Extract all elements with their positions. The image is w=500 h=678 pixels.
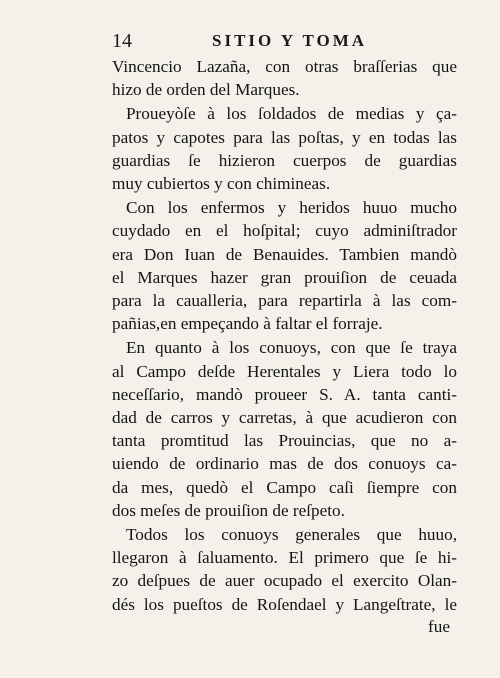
text-line: hizo de orden del Marques.	[112, 80, 300, 100]
text-line: dad de carros y carretas, à que acudieron con	[112, 408, 457, 428]
text-line: uiendo de ordinario mas de dos conuoys ca-	[112, 454, 457, 474]
text-line: zo deſpues de auer ocupado el exercito Olan-	[112, 571, 457, 591]
running-title: SITIO Y TOMA	[212, 31, 368, 50]
page-number: 14	[112, 30, 132, 52]
body-text	[112, 55, 457, 617]
text-line: Con los enfermos y heridos huuo mucho	[126, 198, 457, 218]
text-line: tanta promtitud las Prouincias, que no a-	[112, 431, 457, 451]
text-line: da mes, quedò el Campo caſi ſiempre con	[112, 477, 457, 497]
text-line: Vincencio Lazaña, con otras braſſerias que	[112, 57, 457, 76]
text-line: muy cubiertos y con chimineas.	[112, 174, 331, 194]
text-line: Todos los conuoys generales que huuo,	[126, 525, 457, 545]
page-header	[112, 30, 452, 58]
paragraph-1	[112, 55, 457, 101]
paragraph-2	[112, 102, 457, 195]
text-line: patos y capotes para las poſtas, y en todas las	[112, 127, 457, 147]
paragraph-3	[112, 196, 457, 335]
text-line: llegaron à ſaluamento. El primero que ſe hi-	[112, 548, 457, 568]
text-line: dos meſes de prouiſion de reſpeto.	[112, 500, 345, 520]
text-line: neceſſario, mandò proueer S. A. tanta canti-	[112, 384, 457, 404]
text-line: para la caualleria, para repartirla à las com-	[112, 291, 457, 311]
paragraph-4	[112, 336, 457, 522]
text-line: era Don Iuan de Benauides. Tambien mandò	[112, 244, 457, 264]
text-line: pañias,en empeçando à faltar el forraje.	[112, 314, 383, 334]
text-line: En quanto à los conuoys, con que ſe traya	[126, 338, 457, 358]
text-line: cuydado en el hoſpital; cuyo adminiſtrador	[112, 221, 457, 241]
text-line: guardias ſe hizieron cuerpos de guardias	[112, 150, 457, 170]
text-line: el Marques hazer gran prouiſion de ceuada	[112, 267, 457, 287]
paragraph-5	[112, 523, 457, 616]
text-line: Proueyòſe à los ſoldados de medias y ça-	[126, 104, 457, 124]
text-line: dés los pueſtos de Roſendael y Langeſtrate, le	[112, 594, 457, 614]
text-line: al Campo deſde Herentales y Liera todo lo	[112, 361, 457, 381]
catchword: fue	[428, 617, 450, 636]
